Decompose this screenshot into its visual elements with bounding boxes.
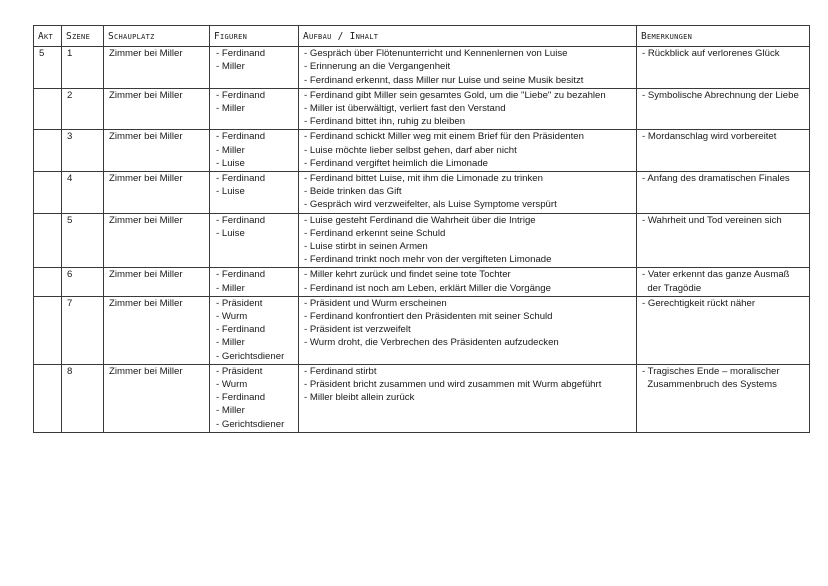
- szene-cell: 3: [62, 130, 104, 172]
- figure-item: - Ferdinand: [215, 214, 295, 227]
- figure-item: - Ferdinand: [215, 391, 295, 404]
- szene-cell: 8: [62, 364, 104, 432]
- header-szene: Szene: [62, 26, 104, 47]
- figure-item: - Miller: [215, 144, 295, 157]
- bemerkungen-cell: [637, 172, 810, 214]
- figuren-cell: [210, 364, 299, 432]
- figure-item: - Ferdinand: [215, 268, 295, 281]
- table-header-row: [34, 26, 810, 47]
- schauplatz-cell: Zimmer bei Miller: [104, 364, 210, 432]
- figuren-cell: [210, 268, 299, 296]
- inhalt-cell: [299, 296, 637, 364]
- bemerkungen-cell: [637, 364, 810, 432]
- remark-line: - Wahrheit und Tod vereinen sich: [642, 214, 782, 226]
- bemerkungen-cell: [637, 213, 810, 268]
- figure-item: - Luise: [215, 227, 295, 240]
- schauplatz-cell: Zimmer bei Miller: [104, 88, 210, 130]
- figuren-cell: [210, 88, 299, 130]
- schauplatz-cell: Zimmer bei Miller: [104, 296, 210, 364]
- inhalt-cell: [299, 172, 637, 214]
- bemerkungen-cell: [637, 296, 810, 364]
- content-item: - Gespräch über Flötenunterricht und Kennenlernen von Luise: [304, 47, 633, 60]
- szene-cell: 2: [62, 88, 104, 130]
- figure-item: - Ferdinand: [215, 89, 295, 102]
- figure-item: - Präsident: [215, 297, 295, 310]
- content-item: - Luise möchte lieber selbst gehen, darf aber nicht: [304, 144, 633, 157]
- table-row: [34, 296, 810, 364]
- figure-item: - Gerichtsdiener: [215, 350, 295, 363]
- schauplatz-cell: Zimmer bei Miller: [104, 47, 210, 89]
- remark-line: - Anfang des dramatischen Finales: [642, 173, 790, 185]
- inhalt-cell: [299, 47, 637, 89]
- inhalt-cell: [299, 130, 637, 172]
- content-item: - Ferdinand stirbt: [304, 365, 633, 378]
- header-schauplatz: Schauplatz: [104, 26, 210, 47]
- content-item: - Ferdinand bittet Luise, mit ihm die Limonade zu trinken: [304, 172, 633, 185]
- figuren-cell: [210, 130, 299, 172]
- remark-line: der Tragödie: [642, 282, 702, 294]
- content-item: - Miller bleibt allein zurück: [304, 391, 633, 404]
- bemerkungen-cell: [637, 268, 810, 296]
- header-akt: Akt: [34, 26, 62, 47]
- figuren-cell: [210, 296, 299, 364]
- figure-item: - Miller: [215, 60, 295, 73]
- content-item: - Gespräch wird verzweifelter, als Luise Symptome verspürt: [304, 198, 633, 211]
- akt-cell: [34, 88, 62, 130]
- figure-item: - Miller: [215, 102, 295, 115]
- akt-cell: 5: [34, 47, 62, 89]
- scene-overview-table: [33, 25, 810, 433]
- content-item: - Luise gesteht Ferdinand die Wahrheit über die Intrige: [304, 214, 633, 227]
- content-item: - Ferdinand bittet ihn, ruhig zu bleiben: [304, 115, 633, 128]
- header-bemerkungen: Bemerkungen: [637, 26, 810, 47]
- content-item: - Präsident ist verzweifelt: [304, 323, 633, 336]
- szene-cell: 7: [62, 296, 104, 364]
- akt-cell: [34, 172, 62, 214]
- remark-line: - Rückblick auf verlorenes Glück: [642, 48, 780, 60]
- header-aufbau-inhalt: Aufbau / Inhalt: [299, 26, 637, 47]
- figuren-cell: [210, 213, 299, 268]
- table-row: [34, 130, 810, 172]
- figure-item: - Wurm: [215, 378, 295, 391]
- content-item: - Miller ist überwältigt, verliert fast den Verstand: [304, 102, 633, 115]
- figure-item: - Wurm: [215, 310, 295, 323]
- inhalt-cell: [299, 88, 637, 130]
- bemerkungen-cell: [637, 88, 810, 130]
- remark-line: - Symbolische Abrechnung der Liebe: [642, 89, 799, 101]
- table-row: [34, 88, 810, 130]
- schauplatz-cell: Zimmer bei Miller: [104, 268, 210, 296]
- content-item: - Ferdinand ist noch am Leben, erklärt Miller die Vorgänge: [304, 282, 633, 295]
- figure-item: - Ferdinand: [215, 172, 295, 185]
- akt-cell: [34, 213, 62, 268]
- figure-item: - Ferdinand: [215, 130, 295, 143]
- szene-cell: 6: [62, 268, 104, 296]
- remark-line: Zusammenbruch des Systems: [642, 379, 777, 391]
- schauplatz-cell: Zimmer bei Miller: [104, 130, 210, 172]
- content-item: - Ferdinand erkennt seine Schuld: [304, 227, 633, 240]
- inhalt-cell: [299, 268, 637, 296]
- figuren-cell: [210, 47, 299, 89]
- szene-cell: 1: [62, 47, 104, 89]
- remark-line: - Tragisches Ende – moralischer: [642, 365, 780, 377]
- inhalt-cell: [299, 213, 637, 268]
- figuren-cell: [210, 172, 299, 214]
- schauplatz-cell: Zimmer bei Miller: [104, 213, 210, 268]
- figure-item: - Ferdinand: [215, 47, 295, 60]
- figure-item: - Ferdinand: [215, 323, 295, 336]
- akt-cell: [34, 130, 62, 172]
- content-item: - Präsident und Wurm erscheinen: [304, 297, 633, 310]
- content-item: - Luise stirbt in seinen Armen: [304, 240, 633, 253]
- table-row: [34, 213, 810, 268]
- content-item: - Beide trinken das Gift: [304, 185, 633, 198]
- content-item: - Ferdinand schickt Miller weg mit einem Brief für den Präsidenten: [304, 130, 633, 143]
- table-row: [34, 47, 810, 89]
- figure-item: - Präsident: [215, 365, 295, 378]
- bemerkungen-cell: [637, 47, 810, 89]
- akt-cell: [34, 268, 62, 296]
- akt-cell: [34, 296, 62, 364]
- content-item: - Ferdinand erkennt, dass Miller nur Luise und seine Musik besitzt: [304, 74, 633, 87]
- bemerkungen-cell: [637, 130, 810, 172]
- table-row: [34, 268, 810, 296]
- header-figuren: Figuren: [210, 26, 299, 47]
- remark-line: - Mordanschlag wird vorbereitet: [642, 131, 777, 143]
- content-item: - Ferdinand vergiftet heimlich die Limonade: [304, 157, 633, 170]
- figure-item: - Luise: [215, 185, 295, 198]
- content-item: - Ferdinand trinkt noch mehr von der vergifteten Limonade: [304, 253, 633, 266]
- schauplatz-cell: Zimmer bei Miller: [104, 172, 210, 214]
- remark-line: - Gerechtigkeit rückt näher: [642, 297, 756, 309]
- inhalt-cell: [299, 364, 637, 432]
- content-item: - Miller kehrt zurück und findet seine tote Tochter: [304, 268, 633, 281]
- content-item: - Präsident bricht zusammen und wird zusammen mit Wurm abgeführt: [304, 378, 633, 391]
- szene-cell: 4: [62, 172, 104, 214]
- content-item: - Wurm droht, die Verbrechen des Präsidenten aufzudecken: [304, 336, 633, 349]
- figure-item: - Miller: [215, 336, 295, 349]
- figure-item: - Luise: [215, 157, 295, 170]
- table-row: [34, 172, 810, 214]
- table-body: [34, 47, 810, 433]
- content-item: - Ferdinand gibt Miller sein gesamtes Gold, um die "Liebe" zu bezahlen: [304, 89, 633, 102]
- figure-item: - Miller: [215, 404, 295, 417]
- akt-cell: [34, 364, 62, 432]
- szene-cell: 5: [62, 213, 104, 268]
- remark-line: - Vater erkennt das ganze Ausmaß: [642, 269, 790, 281]
- content-item: - Erinnerung an die Vergangenheit: [304, 60, 633, 73]
- table-row: [34, 364, 810, 432]
- figure-item: - Gerichtsdiener: [215, 418, 295, 431]
- figure-item: - Miller: [215, 282, 295, 295]
- content-item: - Ferdinand konfrontiert den Präsidenten mit seiner Schuld: [304, 310, 633, 323]
